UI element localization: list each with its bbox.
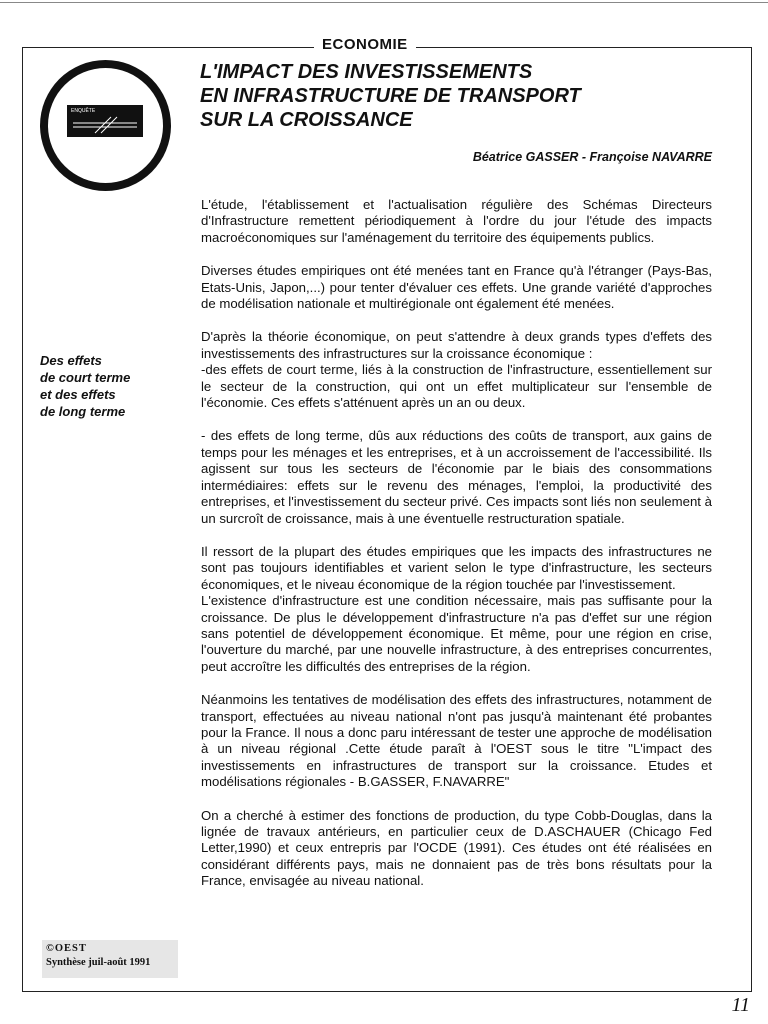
logo-icon (67, 105, 143, 137)
sidenote-line: de long terme (40, 404, 126, 419)
paragraph-group (201, 329, 712, 411)
authors: Béatrice GASSER - Françoise NAVARRE (472, 150, 712, 164)
paragraph: -des effets de court terme, liés à la construction de l'infrastructure, essentiellement sur le secteur de la construction, qui ont un effet multiplicateur sur l'ensemble de l'économie. Ces effets s'atténuent après un an ou deux. (201, 362, 712, 411)
paragraph: L'existence d'infrastructure est une condition nécessaire, mais pas suffisante pour la croissance. De plus le développement d'infrastructure n'a pas d'effet sur une région sans potentiel de développement économique. Et même, pour une région en crise, l'ouverture du marché, par une nouvelle infrastructure, à des entreprises concurrentes, peut accroître les difficultés des entreprises de la région. (201, 593, 712, 674)
article-body (201, 197, 712, 890)
stamp-line: Synthèse juil-août 1991 (46, 957, 151, 968)
title-line: SUR LA CROISSANCE (200, 109, 413, 131)
paragraph: D'après la théorie économique, on peut s'attendre à deux grands types d'effets des investissements des infrastructures sur la croissance économique : (201, 329, 712, 361)
title-line: L'IMPACT DES INVESTISSEMENTS (200, 61, 533, 83)
top-rule (0, 2, 768, 3)
sidenote-line: et des effets (40, 387, 116, 402)
sidenote-line: Des effets (40, 353, 102, 368)
paragraph: Diverses études empiriques ont été menées tant en France qu'à l'étranger (Pays-Bas, Etats-Unis, Japon,...) pour tenter d'évaluer ces effets. Une grande variété d'approches de modélisation nationale et multirégionale ont également été menées. (201, 263, 712, 312)
paragraph: L'étude, l'établissement et l'actualisation régulière des Schémas Directeurs d'Infrastructure remettent périodiquement à l'ordre du jour l'étude des impacts macroéconomiques sur l'aménagement du territoire des équipements publics. (201, 197, 712, 245)
logo-lines-icon (67, 105, 143, 137)
sidenote-line: de court terme (40, 370, 131, 385)
logo-text: ENQUÊTE (71, 108, 96, 114)
section-label: ECONOMIE (314, 36, 416, 53)
publication-stamp (42, 940, 178, 978)
title-line: EN INFRASTRUCTURE DE TRANSPORT (200, 85, 581, 107)
stamp-line: ©OEST (46, 943, 87, 954)
paragraph: Il ressort de la plupart des études empiriques que les impacts des infrastructures ne sont pas toujours identifiables et varient selon le type d'infrastructure, les secteurs économiques, et le niveau économique de la région touchée par l'investissement. (201, 543, 712, 592)
paragraph: Néanmoins les tentatives de modélisation des effets des infrastructures, notamment de transport, effectuées au niveau national n'ont pas jusqu'à maintenant été probantes pour la France. Il nous a donc paru intéressant de tester une approche de modélisation à un niveau régional .Cette étude paraît à l'OEST sous le titre "L'impact des investissements en infrastructures de transport sur la croissance. Etudes et modélisations régionales - B.GASSER, F.NAVARRE" (201, 692, 712, 790)
sidenote (40, 352, 130, 420)
article-title (200, 60, 670, 132)
page-number: 11 (731, 994, 750, 1016)
paragraph-group (201, 544, 712, 675)
paragraph: - des effets de long terme, dûs aux réductions des coûts de transport, aux gains de temps pour les ménages et les entreprises, et à un accroissement de l'accessibilité. Ils agissent sur tous les secteurs de l'économie par le biais des consommations intermédiaires: effets sur le revenu des ménages, l'emploi, la productivité des entreprises, et l'investissement du secteur privé. Ces impacts sont liés non seulement à un surcroît de croissance, mais à une éventuelle restructuration spatiale. (201, 428, 712, 526)
paragraph: On a cherché à estimer des fonctions de production, du type Cobb-Douglas, dans la lignée de travaux antérieurs, en particulier ceux de D.ASCHAUER (Chicago Fed Letter,1990) et ceux entrepris par l'OCDE (1991). Ces études ont été réalisées en considérant différents pays, mais ne donnaient pas de très bons résultats pour la France, envisagée au niveau national. (201, 807, 712, 889)
